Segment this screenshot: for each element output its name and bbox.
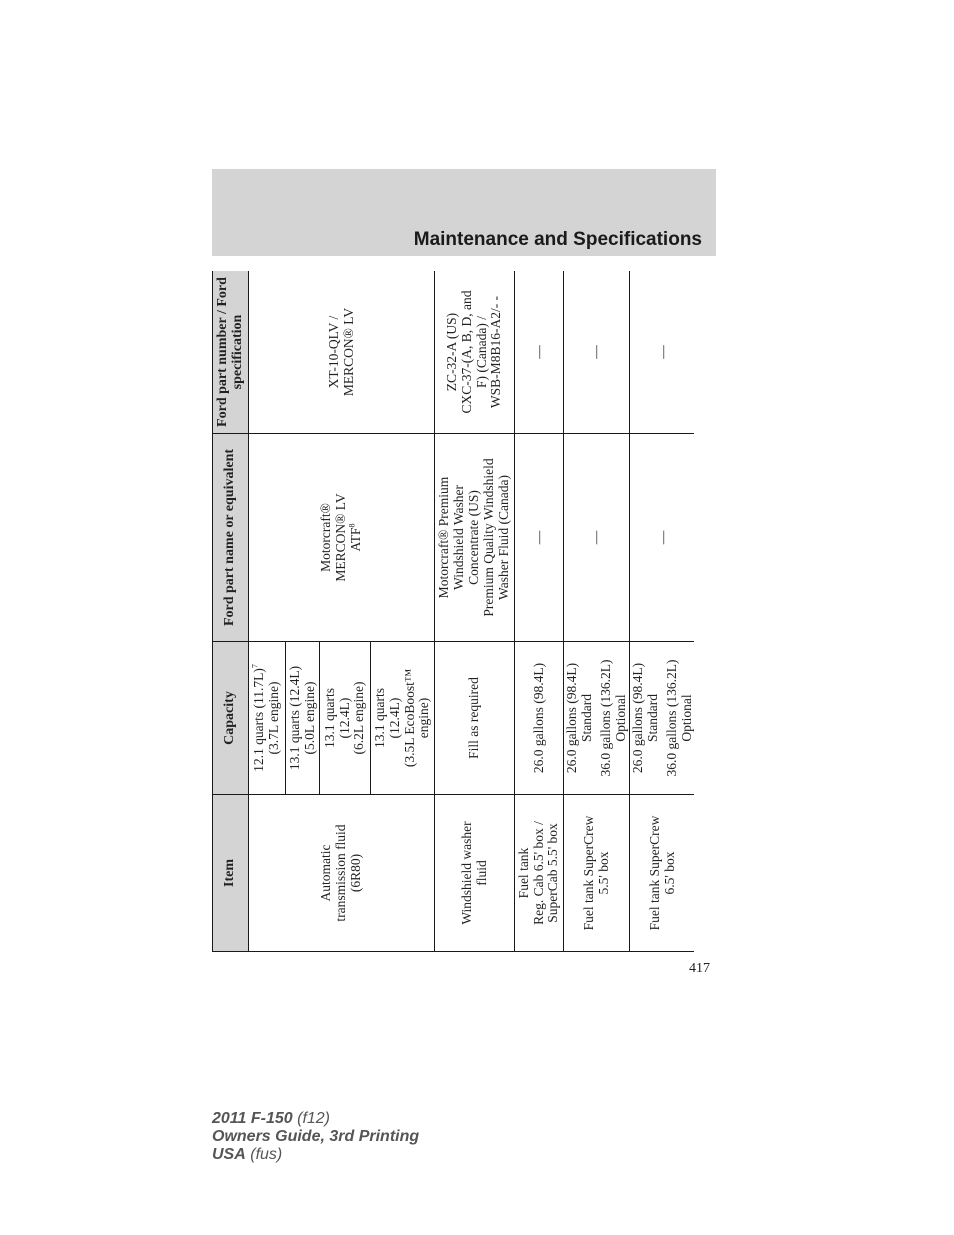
cell-part-name-fuel-regcab <box>515 434 564 642</box>
cell-capacity-atf-1 <box>249 642 286 795</box>
cell-part-number-fuel-supercrew55 <box>564 271 630 434</box>
text-line: Standard <box>645 694 661 742</box>
text-line-with-sup <box>252 644 267 792</box>
text-line: Windshield washer <box>458 821 474 925</box>
text-line: Automatic <box>318 844 334 902</box>
text-line: 26.0 gallons (98.4L) <box>530 662 546 774</box>
text-line: (12.4L) <box>336 697 352 739</box>
text-line: MERCON® LV <box>333 493 349 582</box>
text-line: 13.1 quarts <box>371 688 387 748</box>
text-line: 12.1 quarts (11.7L) <box>251 668 267 772</box>
text-line: — <box>588 530 604 545</box>
cell-capacity-fuel-supercrew55 <box>564 642 630 795</box>
text-line: Concentrate (US) <box>466 490 482 585</box>
text-line: 13.1 quarts <box>321 688 337 748</box>
table-row-atf-1 <box>249 271 286 952</box>
fluid-capacity-table-frame <box>212 271 694 952</box>
text-line: Optional <box>612 694 628 742</box>
cell-item-washer <box>435 795 515 952</box>
cell-capacity-atf-4 <box>371 642 435 795</box>
text-line: Capacity <box>222 691 238 745</box>
text-line: Windshield Washer <box>451 485 467 590</box>
text-line: 26.0 gallons (98.4L) <box>630 662 646 774</box>
cell-part-number-fuel-regcab <box>515 271 564 434</box>
text-line: Fuel tank SuperCrew <box>647 815 663 931</box>
text-line: MERCON® LV <box>340 307 356 397</box>
footer-line-market <box>212 1146 419 1164</box>
cell-capacity-washer <box>435 642 515 795</box>
text-line: Motorcraft® Premium <box>436 476 452 599</box>
text-line: XT-10-QLV / <box>325 315 341 389</box>
text-line: Standard <box>578 694 594 742</box>
text-line: Ford part name or equivalent <box>222 448 238 627</box>
fluid-capacity-table <box>212 271 694 952</box>
text-line: — <box>530 530 546 545</box>
text-line: (6.2L engine) <box>351 681 367 755</box>
text-line: (6R80) <box>347 853 363 893</box>
footnote-marker: 7 <box>250 664 260 669</box>
text-line: engine) <box>416 697 432 739</box>
footer-line-guide <box>212 1128 419 1146</box>
text-line: fluid <box>473 860 489 886</box>
footer-line-model <box>212 1110 419 1128</box>
footer-market: USA <box>212 1145 246 1163</box>
text-line: F) (Canada) / <box>473 316 489 388</box>
header-capacity <box>213 642 249 795</box>
cell-part-name-fuel-supercrew65 <box>630 434 694 642</box>
cell-item-fuel-supercrew55 <box>564 795 630 952</box>
footer-model: 2011 F-150 <box>212 1110 293 1127</box>
footer-model-code: (f12) <box>297 1110 331 1127</box>
cell-item-atf <box>249 795 435 952</box>
text-line: 13.1 quarts (12.4L) <box>286 665 302 771</box>
text-line: — <box>588 345 604 359</box>
text-line: 6.5' box <box>662 851 678 895</box>
cell-part-number-washer <box>435 271 515 434</box>
header-item <box>213 795 249 952</box>
table-row-fuel-regcab <box>515 271 564 952</box>
text-line: Fuel tank <box>515 847 531 899</box>
header-part-name <box>213 434 249 642</box>
header-part-number <box>213 271 249 434</box>
text-line: transmission fluid <box>333 824 349 922</box>
cell-part-name-atf <box>249 434 435 642</box>
cell-part-name-washer <box>435 434 515 642</box>
cell-item-fuel-supercrew65 <box>630 795 694 952</box>
section-header-band <box>212 169 716 256</box>
cell-part-number-fuel-supercrew65 <box>630 271 694 434</box>
text-line: 36.0 gallons (136.2L) <box>597 659 613 777</box>
cell-capacity-atf-2 <box>286 642 320 795</box>
text-line: 5.5' box <box>595 851 611 895</box>
text-line: Ford part number / Ford specification <box>214 277 245 427</box>
footer-market-code: (fus) <box>250 1145 283 1163</box>
text-line: (3.5L EcoBoost™ <box>401 668 417 768</box>
page-number: 417 <box>689 961 710 976</box>
text-line: 36.0 gallons (136.2L) <box>664 659 680 777</box>
table-row-fuel-supercrew55 <box>564 271 630 952</box>
text-line: — <box>654 345 670 359</box>
cell-part-name-fuel-supercrew55 <box>564 434 630 642</box>
text-line: Optional <box>678 694 694 742</box>
text-line: (5.0L engine) <box>301 681 317 755</box>
text-line: — <box>530 345 546 359</box>
text-line: Item <box>222 859 238 887</box>
text-line: ATF <box>347 527 363 552</box>
text-line: — <box>654 530 670 545</box>
cell-capacity-fuel-regcab <box>515 642 564 795</box>
text-line: Washer Fluid (Canada) <box>495 475 511 600</box>
text-line: WSB-M8B16-A2/- - <box>488 295 504 409</box>
text-line: (12.4L) <box>386 697 402 739</box>
text-line: SuperCab 5.5' box <box>545 823 561 923</box>
table-row-washer <box>435 271 515 952</box>
table-header-row <box>213 271 249 952</box>
text-line: CXC-37-(A, B, D, and <box>458 290 474 414</box>
text-line: Premium Quality Windshield <box>480 458 496 617</box>
text-line: (3.7L engine) <box>266 681 281 755</box>
footer-guide: Owners Guide, 3rd Printing <box>212 1127 420 1145</box>
text-line: Reg. Cab 6.5' box / <box>530 821 546 925</box>
cell-item-fuel-regcab <box>515 795 564 952</box>
cell-capacity-atf-3 <box>320 642 371 795</box>
document-footer <box>212 1110 419 1164</box>
text-line: ZC-32-A (US) <box>443 312 459 392</box>
text-line-with-sup <box>349 437 364 638</box>
rotated-table-container <box>212 271 694 952</box>
text-line: 26.0 gallons (98.4L) <box>564 662 579 774</box>
text-line: Fill as required <box>466 677 482 759</box>
section-title: Maintenance and Specifications <box>413 229 702 250</box>
text-line: Motorcraft® <box>318 503 334 572</box>
text-line: Fuel tank SuperCrew <box>580 815 596 931</box>
cell-capacity-fuel-supercrew65 <box>630 642 694 795</box>
table-row-fuel-supercrew65 <box>630 271 694 952</box>
footnote-marker: 8 <box>347 523 357 528</box>
cell-part-number-atf <box>249 271 435 434</box>
